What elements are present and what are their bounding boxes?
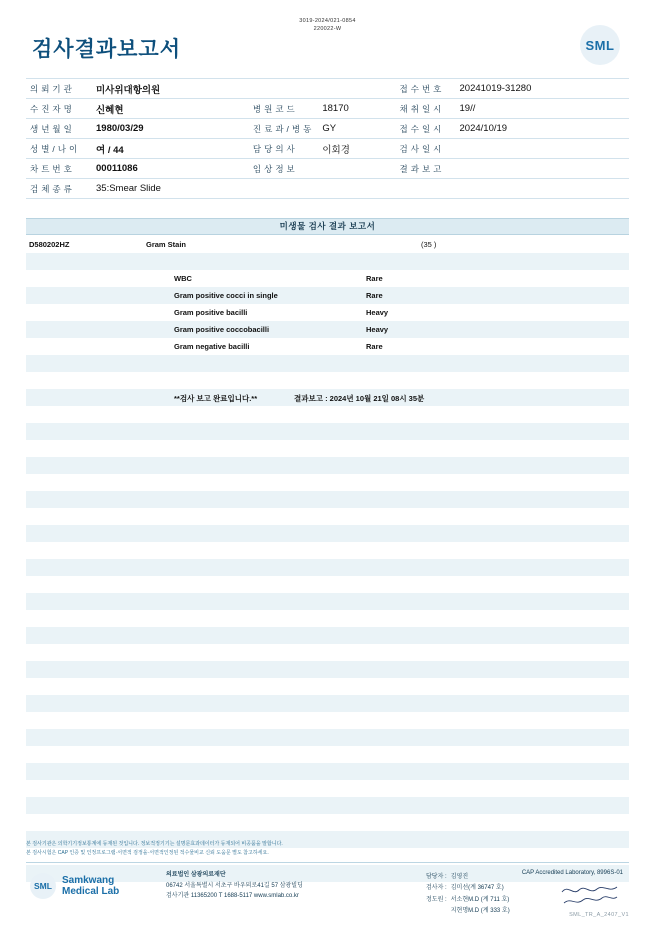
result-value: Rare [366, 274, 383, 283]
report-timestamp: 결과보고 : 2024년 10월 21일 08시 35분 [294, 394, 425, 403]
table-row [26, 119, 629, 139]
result-row-blank [26, 423, 629, 440]
sml-logo-text: SML [585, 37, 615, 53]
signer-label [426, 906, 451, 917]
completion-note: **검사 보고 완료입니다.** [174, 394, 258, 403]
result-test-name: Gram positive cocci in single [174, 291, 278, 300]
footer-divider [26, 862, 629, 863]
result-row-blank [26, 763, 629, 780]
result-row-item [26, 338, 629, 355]
info-label: 채취일시 [396, 99, 456, 119]
info-label: 진료과/병동 [249, 119, 318, 139]
info-value [456, 139, 629, 159]
info-value: 2024/10/19 [456, 119, 629, 139]
result-row-blank [26, 525, 629, 542]
footer-notices [26, 840, 629, 857]
result-row-blank [26, 644, 629, 661]
info-value: 여 / 44 [92, 139, 249, 159]
result-row-blank [26, 474, 629, 491]
sml-logo-circle-icon [580, 25, 620, 65]
sml-logo-circle-icon: SML [30, 873, 56, 899]
info-label: 접수번호 [396, 79, 456, 99]
result-row-blank [26, 695, 629, 712]
signer-label: 검사자 : [426, 885, 447, 892]
info-value [318, 159, 395, 179]
info-value: 18170 [318, 99, 395, 119]
info-label: 의뢰기관 [26, 79, 92, 99]
signature-icon [559, 882, 621, 908]
result-table [26, 236, 629, 882]
document-code-1: 3019-2024/021-0854 [299, 18, 356, 24]
table-row [26, 139, 629, 159]
info-label: 임상정보 [249, 159, 318, 179]
result-test-name: WBC [174, 274, 192, 283]
result-test-name: Gram positive coccobacilli [174, 325, 270, 334]
table-row [26, 179, 629, 199]
footer-address-line-2: 06742 서울특별시 서초구 바우뫼로41길 57 삼광빌딩 [166, 882, 303, 889]
result-row-note [26, 389, 629, 406]
cap-accreditation-text: CAP Accredited Laboratory, 8996S-01 [521, 870, 623, 876]
result-row-blank [26, 712, 629, 729]
info-label: 담당의사 [249, 139, 318, 159]
signer-value: 김영진 [450, 874, 469, 880]
footer-address-line-3: 검사기관 11365200 T 1688-5117 www.smlab.co.kr [166, 893, 299, 899]
result-row-blank [26, 542, 629, 559]
info-label: 생년월일 [26, 119, 92, 139]
result-row-blank [26, 406, 629, 423]
footer [26, 868, 629, 916]
footer-address-line-1: 의료법인 삼광의료재단 [166, 872, 226, 878]
page-title: 검사결과보고서 [32, 38, 182, 61]
signer-value: 김미선(계 36747 호) [450, 885, 504, 892]
footer-notice-1: 본 검사기관은 의학기기정보통계에 등재된 것입니다. 정보적정기기는 설명문효과데이터가 등재되어 비공품을 말합니다. [26, 841, 283, 847]
sml-logo [571, 28, 629, 62]
result-value: Rare [366, 291, 383, 300]
result-row-blank [26, 746, 629, 763]
company-name-line-1: Samkwang [62, 874, 115, 886]
signer-label: 정도원 : [426, 896, 447, 903]
result-row-item [26, 304, 629, 321]
result-row-blank [26, 491, 629, 508]
info-label: 차트번호 [26, 159, 92, 179]
result-row-item [26, 321, 629, 338]
info-value: 00011086 [92, 159, 249, 179]
result-row-blank [26, 372, 629, 389]
document-code-2: 220022-W [313, 25, 342, 32]
result-row-blank [26, 797, 629, 814]
info-value: 이회경 [318, 139, 395, 159]
info-value [456, 159, 629, 179]
result-row-blank [26, 729, 629, 746]
signer-row [426, 872, 514, 883]
info-value: 신혜현 [92, 99, 249, 119]
result-row-blank [26, 559, 629, 576]
table-row [26, 99, 629, 119]
result-row-blank [26, 627, 629, 644]
company-name-line-2: Medical Lab [62, 886, 120, 897]
info-value: GY [318, 119, 395, 139]
signer-value: 지현명M.D (계 333 호) [450, 908, 510, 915]
info-label: 검사일시 [396, 139, 456, 159]
result-value: Rare [366, 342, 383, 351]
signer-row [426, 883, 514, 894]
footer-address [166, 870, 303, 902]
result-row-item [26, 270, 629, 287]
result-row-blank [26, 814, 629, 831]
signer-row [426, 906, 514, 917]
info-value: 1980/03/29 [92, 119, 249, 139]
footer-signers [426, 872, 514, 918]
signer-label: 담당자 : [426, 874, 447, 880]
result-test-name: Gram positive bacilli [174, 308, 248, 317]
info-value: 20241019-31280 [456, 79, 629, 99]
result-row-blank [26, 508, 629, 525]
result-row-blank [26, 576, 629, 593]
footer-company-name [62, 875, 119, 898]
result-row-item [26, 287, 629, 304]
document-form-id: SML_TR_A_2407_V1 [569, 912, 629, 918]
footer-logo [30, 873, 119, 899]
info-label: 접수일시 [396, 119, 456, 139]
result-row-blank [26, 661, 629, 678]
table-row [26, 159, 629, 179]
info-label: 수진자명 [26, 99, 92, 119]
result-row-blank [26, 593, 629, 610]
result-code: D580202HZ [29, 240, 70, 249]
result-quantity: (35 ) [421, 240, 437, 249]
result-row-blank [26, 780, 629, 797]
info-label: 성별/나이 [26, 139, 92, 159]
info-label: 결과보고 [396, 159, 456, 179]
result-row-blank [26, 678, 629, 695]
footer-notice-2: 본 검사시험은 CAP 인증 및 인정프로그램·서면적 검정을·서면적인정된 적수물비교 신뢰 도움문 별도 참고하세요. [26, 849, 269, 856]
patient-info-table [26, 78, 629, 199]
signer-value: 서소현M.D (계 711 호) [450, 896, 510, 903]
result-row-blank [26, 253, 629, 270]
document-codes [0, 18, 655, 34]
result-row-main [26, 236, 629, 253]
result-row-blank [26, 355, 629, 372]
result-filler-rows [26, 406, 629, 882]
table-row [26, 79, 629, 99]
result-row-blank [26, 610, 629, 627]
info-value [318, 79, 395, 99]
result-value: Heavy [366, 308, 389, 317]
info-label: 검체종류 [26, 179, 92, 199]
result-value: Heavy [366, 325, 389, 334]
result-row-blank [26, 457, 629, 474]
info-label: 병원코드 [249, 99, 318, 119]
signer-row [426, 895, 514, 906]
result-test-name: Gram negative bacilli [174, 342, 250, 351]
info-label [249, 79, 318, 99]
result-row-blank [26, 440, 629, 457]
info-value: 35:Smear Slide [92, 179, 629, 199]
info-value: 19// [456, 99, 629, 119]
result-test-name: Gram Stain [146, 240, 187, 249]
info-value: 미사위대항의원 [92, 79, 249, 99]
result-section-title: 미생물 검사 결과 보고서 [26, 218, 629, 235]
